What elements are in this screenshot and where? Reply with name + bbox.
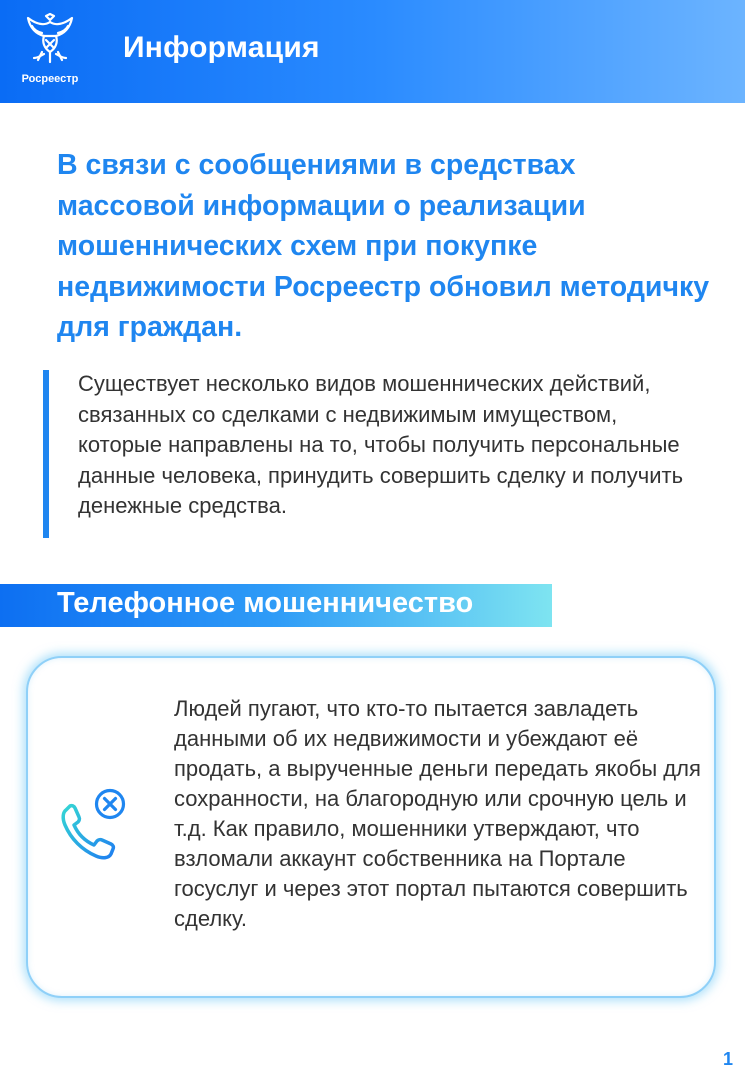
quote-accent-bar xyxy=(43,370,49,538)
lead-paragraph: В связи с сообщениями в средствах массовой информации о реализации мошеннических схем при покупке недвижимости Росреестр обновил методичку для граждан. xyxy=(57,149,710,343)
card-paragraph: Людей пугают, что кто-то пытается завладеть данными об их недвижимости и убеждают её продать, а вырученные деньги передать якобы для сохранности, на благородную или срочную цель и т.д. Как правило, мошенники утверждают, что взломали аккаунт собственника на Портале госуслуг и через этот портал пытаются совершить сделку. xyxy=(174,696,701,931)
rosreestr-logo xyxy=(14,12,86,92)
logo-text: Росреестр xyxy=(21,73,79,85)
info-card xyxy=(26,656,716,998)
section-header-band xyxy=(0,584,552,627)
page-number: 1 xyxy=(722,1049,733,1069)
section-title: Телефонное мошенничество xyxy=(57,587,474,619)
page-header xyxy=(0,0,745,103)
eagle-emblem-icon xyxy=(22,12,78,68)
page-title: Информация xyxy=(123,31,320,64)
phone-cancel-icon xyxy=(60,788,130,863)
intro-paragraph: Существует несколько видов мошеннических действий, связанных со сделками с недвижимым имуществом, которые направлены на то, чтобы получить персональные данные человека, принудить совершить сделку и получить денежные средства. xyxy=(78,371,684,518)
